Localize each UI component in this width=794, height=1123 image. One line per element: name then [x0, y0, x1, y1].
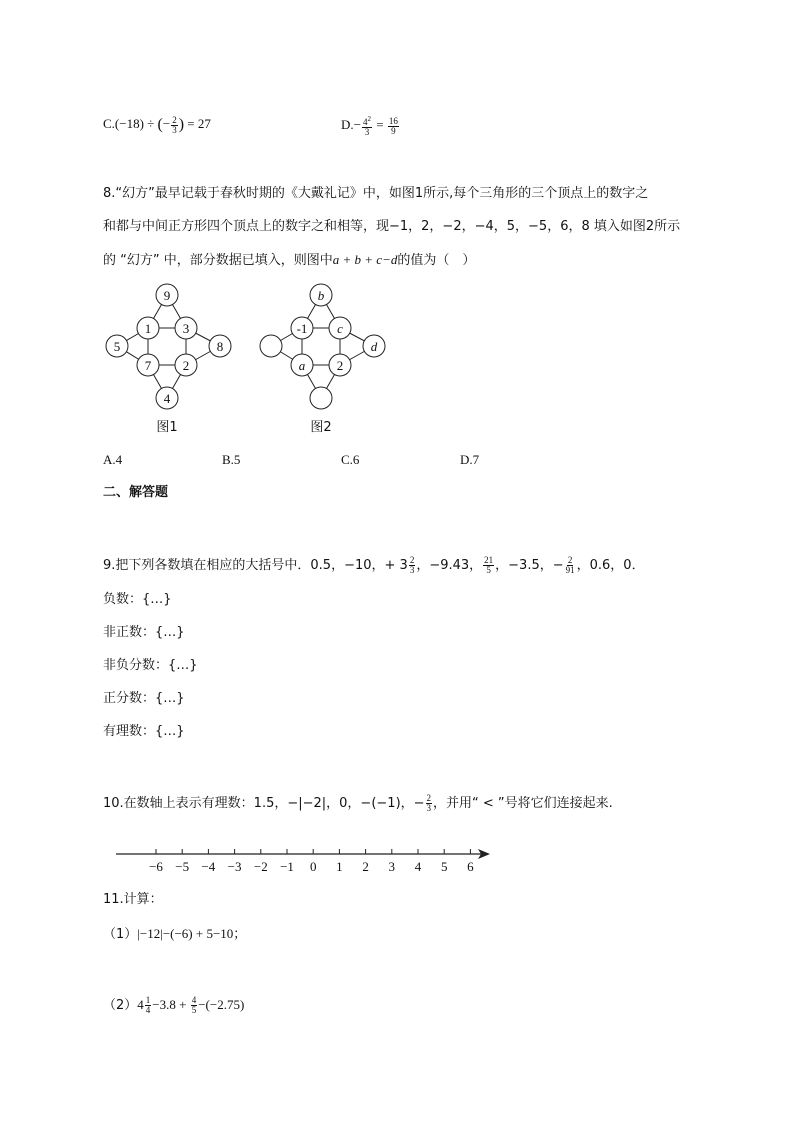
- q11-title: 11.计算：: [103, 892, 163, 907]
- q9-item-rational: 有理数：{…}: [103, 724, 185, 739]
- node-bottom-label: 4: [163, 391, 171, 406]
- q8-option-a: A.4: [103, 452, 123, 467]
- tick-label: 5: [440, 859, 448, 874]
- q8-line-1: 8.“幻方”最早记载于春秋时期的《大戴礼记》中，如图1所示,每个三角形的三个顶点上的数字之: [103, 186, 649, 201]
- node-sq-br-label: 2: [336, 358, 344, 373]
- q8-option-d: D.7: [460, 452, 480, 467]
- text: 10.在数轴上表示有理数：1.5，−|−2|，0，−(−1)，−: [103, 796, 425, 811]
- node-sq-tr-label: 3: [182, 321, 190, 336]
- node-left-label: 5: [113, 339, 121, 354]
- q10-stem: [103, 794, 613, 813]
- tick-label: 6: [467, 859, 474, 874]
- q11-part-1: [103, 925, 246, 944]
- tick-label: 0: [309, 859, 317, 874]
- fraction: $\frac{21}{5}$: [484, 555, 494, 575]
- text: ，−9.43，: [416, 558, 483, 573]
- tick-label: −5: [175, 859, 190, 874]
- tick-label: 1: [336, 859, 343, 874]
- node-sq-tr-label: c: [337, 321, 343, 336]
- expression: a + b + c−d: [332, 252, 398, 267]
- part-label: （2）: [103, 998, 138, 1013]
- fraction: $\frac{2}{91}$: [565, 555, 575, 575]
- tick-label: 3: [388, 859, 396, 874]
- fraction: $\frac{2}{3}$: [426, 793, 432, 813]
- q9-item-negative: 负数：{…}: [103, 592, 172, 607]
- node-sq-tl-label: 1: [144, 321, 152, 336]
- node-top-label: 9: [163, 288, 171, 303]
- part-label: （1）: [103, 927, 138, 942]
- expr-right: = 27: [184, 116, 211, 131]
- expression: |−12|−(−6) + 5−10；: [137, 926, 247, 941]
- expression: −3.8 +: [152, 997, 190, 1012]
- whole-part: 4: [137, 997, 144, 1012]
- tick-label: −1: [280, 859, 294, 874]
- tick-label: −6: [149, 859, 163, 874]
- text: 的 “幻方” 中，部分数据已填入，则图中: [103, 253, 333, 268]
- node-right-label: 8: [216, 339, 224, 354]
- expression: −(−2.75): [198, 997, 245, 1012]
- text: 的值为（ ）: [397, 253, 476, 268]
- tick-label: −4: [201, 859, 216, 874]
- q7-option-c: C.(−18) ÷ (− $\frac{2}{3}$ ) = 27: [103, 114, 211, 135]
- q11-part-2: [103, 996, 244, 1015]
- q9-item-non-positive: 非正数：{…}: [103, 625, 185, 640]
- node-right-label: d: [370, 339, 378, 354]
- node-top-label: b: [317, 288, 325, 303]
- text: ，并用“ < ”号将它们连接起来.: [433, 796, 613, 811]
- node-sq-bl-label: a: [298, 358, 306, 373]
- q7-option-d: [341, 115, 400, 137]
- q8-option-c: C.6: [341, 452, 360, 467]
- equals: =: [372, 116, 387, 132]
- figure-1: [100, 280, 240, 440]
- fraction: $\frac{2}{3}$: [409, 555, 415, 575]
- tick-label: −3: [227, 859, 242, 874]
- fraction: $\frac{1}{4}$: [145, 995, 151, 1015]
- section-heading: 二、解答题: [103, 485, 169, 500]
- minus-sign: −: [353, 116, 361, 132]
- fraction: $\frac{2}{3}$: [172, 114, 177, 135]
- fraction: $\frac{4^2}{3}$: [362, 115, 371, 137]
- text: ，−3.5，−: [495, 558, 564, 573]
- q8-line-3: [103, 251, 475, 270]
- tick-label: 2: [362, 859, 369, 874]
- minus-sign: −: [162, 116, 171, 131]
- tick-label: 4: [414, 859, 422, 874]
- number-line: [110, 840, 500, 880]
- expr-left: (−18) ÷: [114, 116, 158, 131]
- node-bottom: [310, 387, 332, 409]
- node-sq-tl-label: -1: [296, 321, 308, 336]
- text: ，0.6，0．: [576, 558, 645, 573]
- node-sq-bl-label: 7: [144, 358, 152, 373]
- text: 9.把下列各数填在相应的大括号中．0.5，−10，+ 3: [103, 558, 408, 573]
- q8-line-2: 和都与中间正方形四个顶点上的数字之和相等，现−1，2，−2，−4，5，−5，6，8 填入如图2所示: [103, 219, 681, 234]
- figure-1-caption: 图1: [156, 420, 178, 435]
- figure-2: [254, 280, 394, 440]
- fraction: $\frac{16}{9}$: [388, 115, 398, 136]
- figure-2-caption: 图2: [310, 420, 332, 435]
- option-label: D.: [341, 116, 354, 132]
- q9-stem: [103, 556, 645, 575]
- fraction: $\frac{4}{5}$: [191, 995, 197, 1015]
- node-left: [260, 335, 282, 357]
- q9-item-non-negative-fraction: 非负分数：{…}: [103, 658, 198, 673]
- q9-item-positive-fraction: 正分数：{…}: [103, 691, 185, 706]
- option-label: C.: [103, 116, 115, 131]
- q8-option-b: B.5: [222, 452, 241, 467]
- tick-label: −2: [253, 859, 268, 874]
- node-sq-br-label: 2: [182, 358, 190, 373]
